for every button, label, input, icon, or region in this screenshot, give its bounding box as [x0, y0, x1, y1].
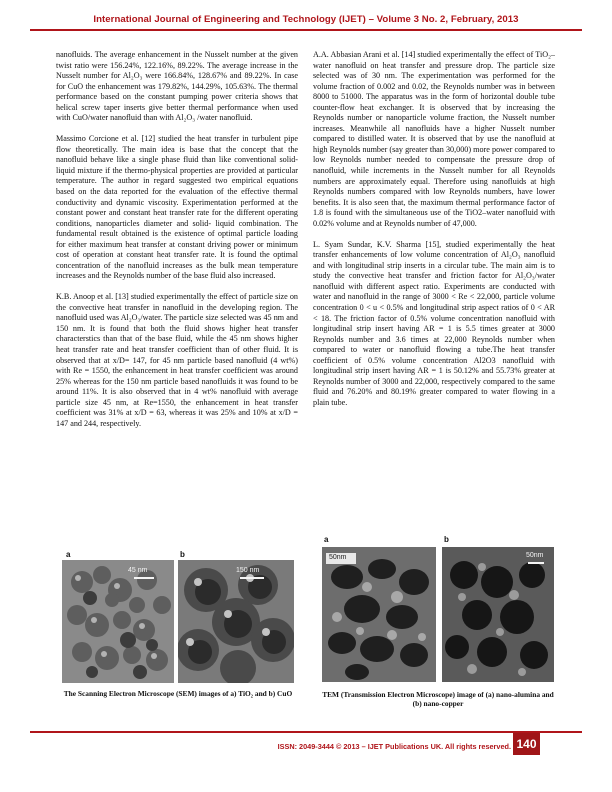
panel-label-a: a — [66, 550, 71, 559]
panel-label-a: a — [324, 535, 329, 544]
panel-label-b: b — [180, 550, 185, 559]
sem-figure — [62, 550, 294, 685]
scale-label-50nm-b: 50nm — [526, 552, 544, 559]
page-number: 140 — [513, 733, 540, 755]
sem-figure-caption: The Scanning Electron Microscope (SEM) images of a) TiO₂ and b) CuO — [63, 689, 293, 698]
paragraph-corcione: Massimo Corcione et al. [12] studied the heat transfer in turbulent pipe flow theoretically. The main idea is base that the concept that the nanofluid behave like a single phase fluid than like conventional solid-liquid mixture if the thermo-physical properties are provided at particular temperature. The author in regard suggested two empirical equations based on the data reported for the evaluation of the effective thermal conductivity and dynamic viscosity. Experimentation performed at the constant power and constant heat transfer rate for the different operating conditions, nanoparticles diameter and solid- liquid combination. The fundamental result obtained is the existence of optimal particle loading for either maximum heat transfer at constant driving power or minimum cost of operation at constant heat transfer rate. It is found the optimal concentration of the nanofluid increases as the bulk mean temperature increases and the Reynolds number of the base fluid also increased. — [56, 134, 298, 281]
scale-bar-a — [134, 577, 154, 579]
scale-bar-b — [240, 577, 264, 579]
paragraph-anoop: K.B. Anoop et al. [13] studied experimentally the effect of particle size on the convective heat transfer in nanofluid in the developing region. The nanofluid used was Al₂O₃/water. The particle size selected was 45 nm and 150 nm. It is found that both the fluid shows higher heat transfer characterstics than that of the base fluid, while the 45 nm shows higher heat transfer rate and heat transfer coefficient than of other fluid. It is observed that at x/D= 147, for 45 nm particle based nanofluid (4 wt%) with Re = 1550, the enhancement in heat transfer coefficient was around 25% whereas for the 150 nm particle based nanofluids it was found to be around 11%. It is also observed that in 4 wt% nanofluid with average particle size 45 nm, at Re=1550, the enhancement in heat transfer coefficient was 31% at x/D = 63, whereas it was 25% and 10% at x/D = 147 and 244, respectively. — [56, 292, 298, 428]
scale-label-45nm: 45 nm — [128, 567, 148, 574]
tem-image-nano-alumina — [322, 547, 436, 682]
header-rule — [30, 29, 582, 31]
paragraph-abbasian-arani: A.A. Abbasian Arani et al. [14] studied experimentally the effect of TiO₂–water nanofluid on heat transfer and pressure drop. The particle size selected was of 30 nm. The experimentation was performed for the volume fraction of 0.002 and 0.02, the Reynolds number was in between 8000 to 51000. The apparatus was in the form of horizontal double tube counter-flow heat exchanger. It is observed that by increasing the Reynolds number or nanoparticle volume fraction, the Nusselt number increases. Meanwhile all nanofluids have a higher Nusselt number compared to distilled water. It is observed that by use the nanofluid at high Reynolds number (say greater than 30,000) more power compared to low Reynolds number needed to compensate the pressure drop of nanofluid, while increments in the Nusselt number for all Reynolds numbers are approximately equal. Therefore using nanofluids at high Reynolds numbers compared with low Reynolds numbers, have lower benefits. It is also seen that, the maximum thermal performance factor of 1.8 is found with the simultaneous use of the TiO2–water nanofluid with 0.02% volume and at Reynolds number of 47,000. — [313, 50, 555, 228]
scale-label-150nm: 150 nm — [236, 567, 260, 574]
footer-copyright: ISSN: 2049-3444 © 2013 – IJET Publications UK. All rights reserved. — [277, 742, 511, 751]
footer-rule — [30, 731, 582, 733]
sem-image-tio2 — [62, 560, 174, 683]
tem-figure-caption: TEM (Transmission Electron Microscope) image of (a) nano-alumina and (b) nano-copper — [322, 690, 554, 708]
right-column — [313, 50, 555, 408]
paragraph-nanofluids-results: nanofluids. The average enhancement in the Nusselt number at the given twist ratio were 156.24%, 122.16%, 89.22%. The average increase in the Nusselt number for Al₂O₃ were 166.84%, 128.67% and 89.22%. In case for CuO the enhancement was 179.82%, 144.29%, 105.63%. The thermal performance based on the constant pumping power criteria shows that helical screw taper inserts give better thermal performance when used with CuO/water nanofluid than with Al₂O₃ /water nanofluid. — [56, 50, 298, 123]
sem-image-cuo — [178, 560, 294, 683]
paragraph-syam-sundar: L. Syam Sundar, K.V. Sharma [15], studied experimentally the heat transfer enhancements of low volume concentration of Al₂O₃ nanofluid and with longitudinal strip inserts in a circular tube. The main aim is to study the convective heat transfer and friction factor for Al₂O₃/water nanofluid with different aspect ratio. Experiments are conducted with water and nanofluid in the range of 3000 < Re < 22,000, particle volume concentration 0 < u < 0.5% and longitudinal strip aspect ratios of 0 < AR < 18. The friction factor of 0.5% volume concentration nanofluid with longitudinal strip insert having AR = 1 is 5.5 times greater at 3000 Reynolds number and 3.6 times at 22,000 Reynolds number when compared to water or nanofluid flowing a tube.The heat transfer coefficient of 0.5% volume concentration Al2O3 nanofluid with longitudinal strip insert having AR = 1 is 50.12% and 55.73% greater at Reynolds number of 3000 and 22,000, respectively compared to the same fluid and 76.20% and 80.19% greater compared to water flowing in a plain tube. — [313, 239, 555, 407]
scale-bar-b — [528, 562, 544, 564]
tem-figure — [322, 535, 554, 683]
scale-label-50nm-a: 50nm — [329, 554, 347, 561]
panel-label-b: b — [444, 535, 449, 544]
tem-image-nano-copper — [442, 547, 554, 682]
journal-header: International Journal of Engineering and Technology (IJET) – Volume 3 No. 2, February, 2013 — [93, 14, 519, 25]
left-column — [56, 50, 298, 429]
